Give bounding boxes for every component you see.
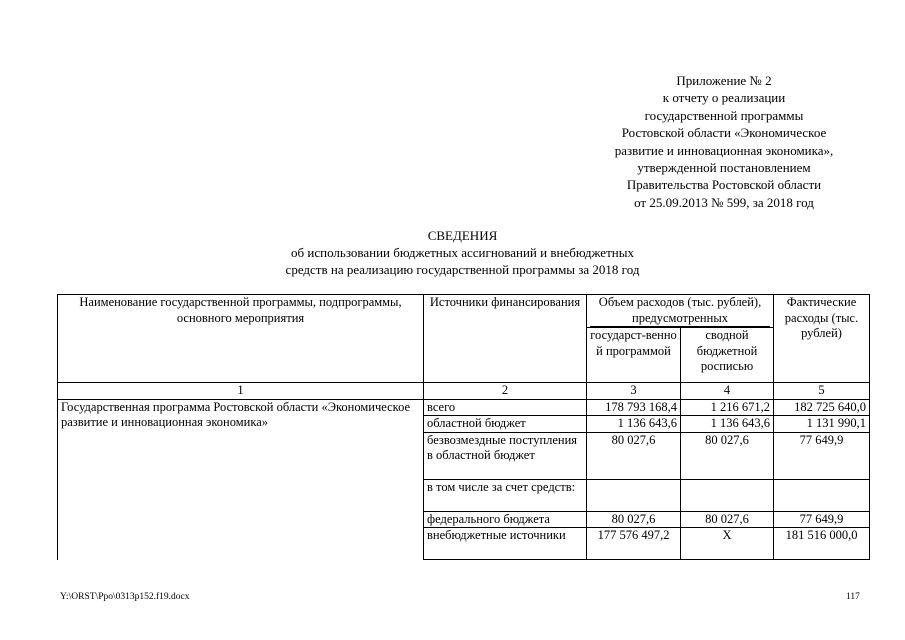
appendix-block	[590, 72, 858, 211]
document-heading	[240, 227, 685, 278]
heading-line-1: об использовании бюджетных ассигнований и внебюджетных	[291, 245, 634, 260]
footer-file-path: Y:\ORST\Ppo\0313p152.f19.docx	[60, 592, 190, 602]
actual-cell	[774, 479, 870, 511]
program-name: Государственная программа Ростовской области «Экономическое развитие и инновационная экономика»	[58, 399, 424, 560]
appendix-line: развитие и инновационная экономика»,	[614, 142, 834, 158]
source-cell: всего	[424, 399, 587, 416]
budget-cell: 1 136 643,6	[681, 416, 774, 433]
column-number: 3	[587, 383, 681, 400]
appendix-line: утвержденной постановлением	[637, 160, 811, 176]
actual-cell: 181 516 000,0	[774, 528, 870, 560]
appendix-line: Правительства Ростовской области	[626, 177, 822, 193]
header-planned-state: государст-венной программой	[587, 328, 681, 383]
header-row	[58, 295, 870, 328]
state-program-cell	[587, 479, 681, 511]
state-program-cell: 177 576 497,2	[587, 528, 681, 560]
page-number: 117	[846, 592, 860, 602]
source-cell: в том числе за счет средств:	[424, 479, 587, 511]
column-number: 5	[774, 383, 870, 400]
header-planned	[587, 295, 774, 328]
source-cell: областной бюджет	[424, 416, 587, 433]
column-number: 4	[681, 383, 774, 400]
source-cell: безвозмездные поступления в областной бюджет	[424, 432, 587, 479]
budget-cell: 80 027,6	[681, 511, 774, 528]
column-number-row	[58, 383, 870, 400]
budget-cell: 1 216 671,2	[681, 399, 774, 416]
table-row	[58, 399, 870, 416]
heading-line-2: средств на реализацию государственной программы за 2018 год	[285, 262, 640, 277]
appendix-line: Приложение № 2	[676, 73, 772, 88]
header-sources: Источники финансирования	[424, 295, 587, 383]
source-cell: внебюджетные источники	[424, 528, 587, 560]
appendix-line: Ростовской области «Экономическое	[621, 125, 827, 141]
budget-cell: Х	[681, 528, 774, 560]
actual-cell: 77 649,9	[774, 432, 870, 479]
state-program-cell: 178 793 168,4	[587, 399, 681, 416]
appendix-line: государственной программы	[644, 107, 804, 123]
actual-cell: 1 131 990,1	[774, 416, 870, 433]
actual-cell: 77 649,9	[774, 511, 870, 528]
header-planned-budget: сводной бюджетной росписью	[681, 328, 774, 383]
heading-title: СВЕДЕНИЯ	[427, 228, 498, 243]
column-number: 2	[424, 383, 587, 400]
header-planned-text: Объем расходов (тыс. рублей), предусмотренных	[590, 295, 770, 327]
appendix-line: от 25.09.2013 № 599, за 2018 год	[634, 194, 814, 210]
header-name: Наименование государственной программы, подпрограммы, основного мероприятия	[58, 295, 424, 383]
budget-cell: 80 027,6	[681, 432, 774, 479]
source-cell: федерального бюджета	[424, 511, 587, 528]
appendix-line: к отчету о реализации	[662, 90, 786, 106]
actual-cell: 182 725 640,0	[774, 399, 870, 416]
state-program-cell: 1 136 643,6	[587, 416, 681, 433]
header-actual: Фактические расходы (тыс. рублей)	[774, 295, 870, 383]
budget-cell	[681, 479, 774, 511]
state-program-cell: 80 027,6	[587, 511, 681, 528]
state-program-cell: 80 027,6	[587, 432, 681, 479]
column-number: 1	[58, 383, 424, 400]
expenditure-table	[57, 294, 870, 560]
